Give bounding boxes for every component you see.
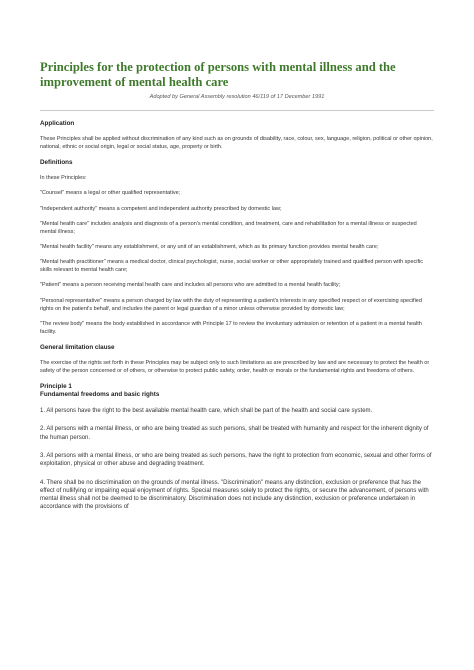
application-text: These Principles shall be applied without discrimination of any kind such as on grounds of disability, race, colour, sex, language, religion, political or other opinion, national, ethnic or social origin, legal or social status, age, property or birth. [40,136,433,150]
principle-1-item: 3. All persons with a mental illness, or who are being treated as such persons, have the right to protection from economic, sexual and other forms of exploitation, physical or other abuse and degrading treatment. [40,452,432,468]
general-limitation-text: The exercise of the rights set forth in these Principles may be subject only to such limitations as are prescribed by law and are necessary to protect the health or safety of the person concerned or of others, or otherwise to protect public safety, order, health or morals or the fundamental rights and freedoms of others. [40,359,430,374]
document-subtitle: Adopted by General Assembly resolution 46/119 of 17 December 1991 [149,94,325,100]
principle-1-item: 2. All persons with a mental illness, or who are being treated as such persons, shall be treated with humanity and respect for the inherent dignity of the human person. [40,426,429,441]
definition-item: "The review body" means the body established in accordance with Principle 17 to review the involuntary admission or retention of a patient in a mental health facility. [40,320,422,335]
definition-item: "Patient" means a person receiving mental health care and includes all persons who are admitted to a mental health facility; [40,282,341,289]
definition-item: "Mental health practitioner" means a medical doctor, clinical psychologist, nurse, social worker or other appropriately trained and qualified person with specific skills relevant to mental health care; [40,259,423,274]
general-limitation-section [40,344,434,376]
application-heading: Application [40,120,75,127]
definitions-heading: Definitions [40,159,73,167]
definition-item: "Mental health facility" means any establishment, or any unit of an establishment, which as its primary function provides mental health care; [40,244,379,251]
principle-1-item: 4. There shall be no discrimination on the grounds of mental illness. "Discrimination" means any distinction, exclusion or preference that has the effect of nullifying or impairing equal enjoyment of rights. Special measures solely to protect the rights, or secure the advancement, of persons with mental illness shall not be deemed to be discriminatory. Discrimination does not include any distinction, exclusion or preference undertaken in accordance with the provisions of [40,479,429,511]
title-divider [40,110,434,111]
principle-1-label: Principle 1 [40,383,72,391]
principle-1-section [40,383,434,512]
definition-item: "Mental health care" includes analysis and diagnosis of a person's mental condition, and treatment, care and rehabilitation for a mental illness or suspected mental illness; [40,220,417,235]
principle-1-heading: Fundamental freedoms and basic rights [40,391,160,399]
principle-1-item: 1. All persons have the right to the best available mental health care, which shall be part of the health and social care system. [40,408,373,415]
definitions-intro: In these Principles: [40,175,87,182]
general-limitation-heading: General limitation clause [40,343,115,351]
application-section [40,120,434,152]
definition-item: "Counsel" means a legal or other qualified representative; [40,190,181,197]
definition-item: "Personal representative" means a person charged by law with the duty of representing a patient's interests in any specified respect or of exercising specified rights on the patient's behalf, and includes the parent or legal guardian of a minor unless otherwise provided by domestic law; [40,297,422,312]
document-title: Principles for the protection of persons with mental illness and the improvement of mental health care [40,60,396,89]
definitions-section [40,159,434,336]
definition-item: "Independent authority" means a competent and independent authority prescribed by domestic law; [40,205,282,212]
